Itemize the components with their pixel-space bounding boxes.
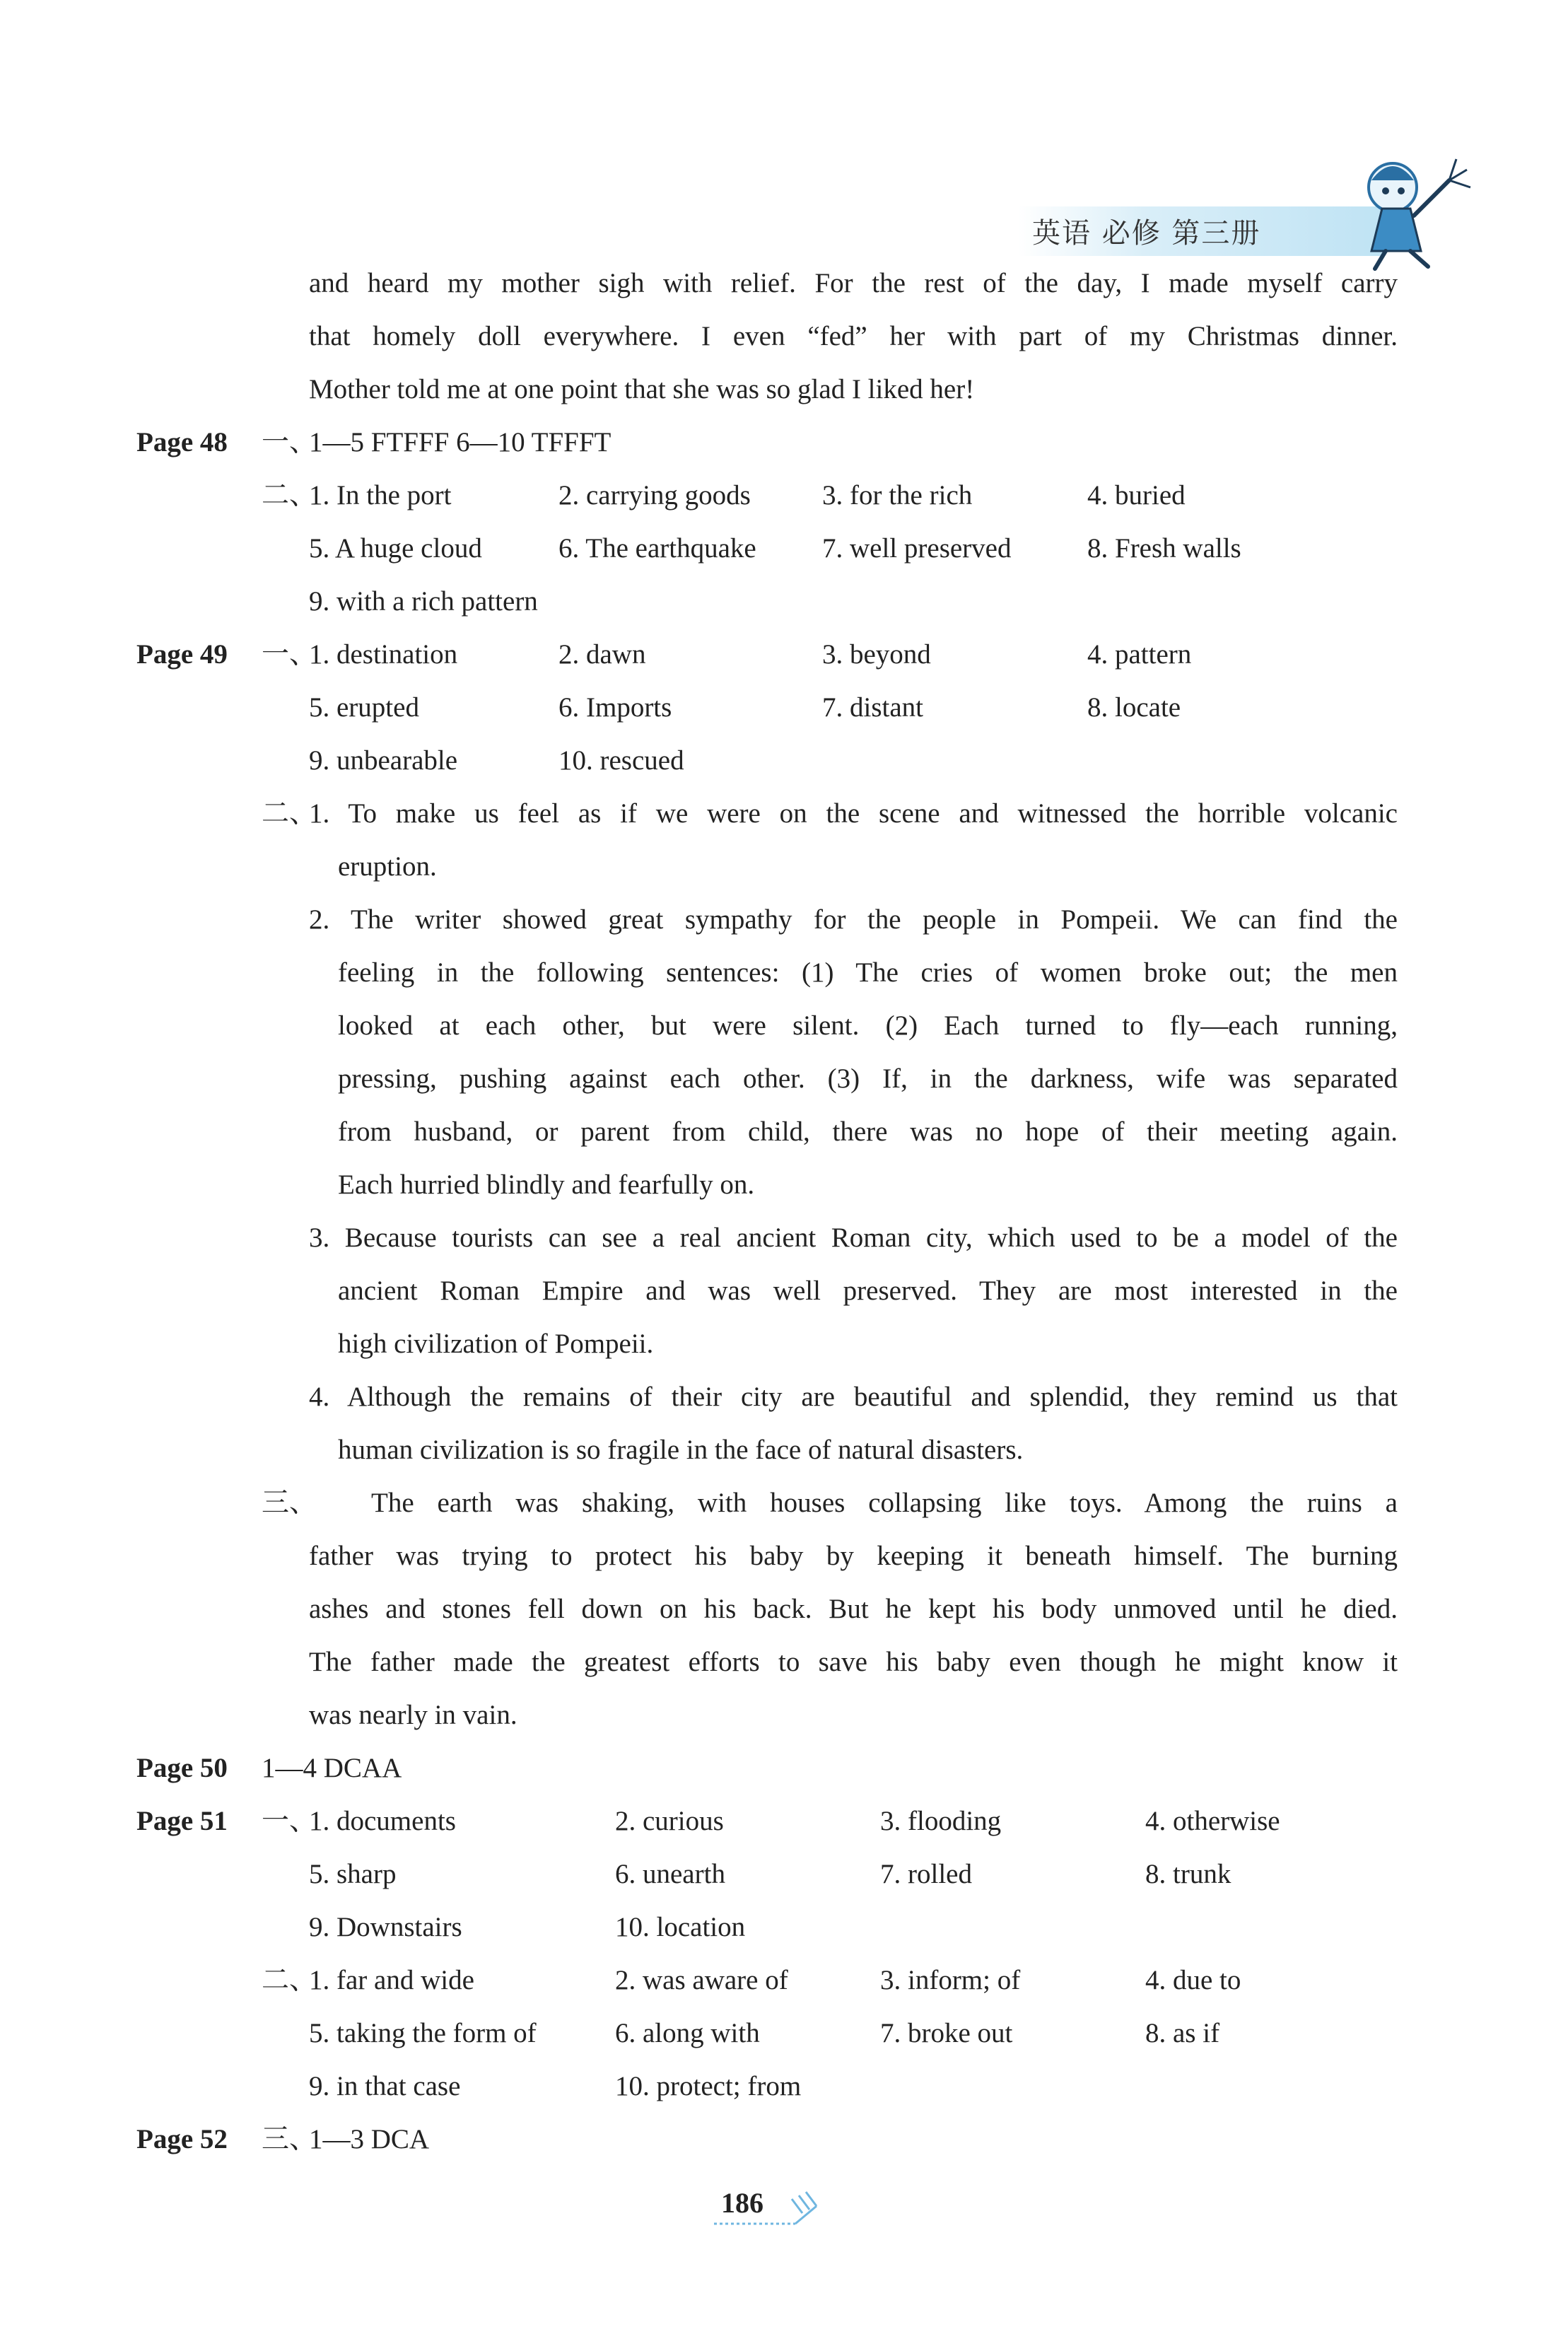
page-48-label: Page 48	[136, 427, 228, 457]
answer-cell: 2. curious	[615, 1806, 724, 1836]
answer-cell: 8. locate	[1087, 692, 1181, 723]
answer-cell: 2. carrying goods	[558, 480, 751, 511]
answer-cell: 4. otherwise	[1145, 1806, 1280, 1836]
answer-cell: 1. In the port	[309, 480, 452, 511]
answer-cell: 2. dawn	[558, 639, 646, 670]
answer-cell: 7. rolled	[880, 1859, 972, 1889]
p49-s2-line: Each hurried blindly and fearfully on.	[338, 1169, 755, 1200]
answer-cell: 2. was aware of	[615, 1965, 788, 1995]
answer-cell: 9. unbearable	[309, 745, 458, 776]
p52-answers: 1—3 DCA	[309, 2124, 430, 2154]
answer-cell: 6. Imports	[558, 692, 672, 723]
p52-marker: 三、	[262, 2124, 317, 2154]
intro-line-3: Mother told me at one point that she was so glad I liked her!	[309, 374, 975, 404]
answer-cell: 5. A huge cloud	[309, 533, 482, 564]
answer-cell: 9. in that case	[309, 2071, 461, 2101]
answer-cell: 9. Downstairs	[309, 1912, 462, 1942]
answer-cell: 8. trunk	[1145, 1859, 1231, 1889]
p49-s2-line: 4. Although the remains of their city are beautiful and splendid, they remind us that	[309, 1382, 1398, 1412]
p48-section1-marker: 一、	[262, 427, 317, 457]
p49-s3-line: father was trying to protect his baby by keeping it beneath himself. The burning	[309, 1541, 1398, 1571]
p49-s3-line: The father made the greatest efforts to save his baby even though he might know it	[309, 1647, 1398, 1677]
page-49-label: Page 49	[136, 639, 228, 670]
answer-cell: 10. location	[615, 1912, 746, 1942]
p49-s2-line: feeling in the following sentences: (1) The cries of women broke out; the men	[338, 957, 1398, 988]
answer-cell: 10. protect; from	[615, 2071, 802, 2101]
p50-answers: 1—4 DCAA	[262, 1753, 402, 1783]
answer-cell: 1. far and wide	[309, 1965, 474, 1995]
answer-cell: 7. distant	[822, 692, 923, 723]
answer-cell: 5. sharp	[309, 1859, 397, 1889]
book-title: 英语 必修 第三册	[1032, 217, 1261, 250]
p49-s2-line: looked at each other, but were silent. (2) Each turned to fly—each running,	[338, 1010, 1398, 1041]
p49-s2-line: pressing, pushing against each other. (3) If, in the darkness, wife was separated	[338, 1063, 1398, 1094]
p49-s2-line: from husband, or parent from child, there was no hope of their meeting again.	[338, 1116, 1398, 1147]
p49-s3-line: was nearly in vain.	[309, 1700, 517, 1730]
answer-cell: 8. Fresh walls	[1087, 533, 1241, 564]
p51-section1-marker: 一、	[262, 1806, 317, 1836]
answer-cell: 4. pattern	[1087, 639, 1192, 670]
answer-cell: 3. flooding	[880, 1806, 1002, 1836]
p49-section1-marker: 一、	[262, 639, 317, 670]
answer-cell: 4. buried	[1087, 480, 1186, 511]
p48-section2-marker: 二、	[262, 480, 317, 511]
p49-s2-line: eruption.	[338, 851, 437, 882]
page-number-decoration	[710, 2185, 831, 2227]
page-51-label: Page 51	[136, 1806, 228, 1836]
answer-cell: 8. as if	[1145, 2018, 1220, 2048]
answer-cell: 3. inform; of	[880, 1965, 1021, 1995]
p49-section3-marker: 三、	[262, 1488, 317, 1518]
answer-cell: 1. destination	[309, 639, 458, 670]
answer-cell: 4. due to	[1145, 1965, 1241, 1995]
p49-s2-line: 1. To make us feel as if we were on the scene and witnessed the horrible volcanic	[309, 798, 1398, 829]
p49-s3-line: ashes and stones fell down on his back. But he kept his body unmoved until he died.	[309, 1594, 1398, 1624]
answer-cell: 7. well preserved	[822, 533, 1012, 564]
answer-cell: 6. The earthquake	[558, 533, 756, 564]
p49-section2-marker: 二、	[262, 798, 317, 829]
intro-line-1: and heard my mother sigh with relief. For the rest of the day, I made myself carry	[309, 268, 1398, 298]
answer-cell: 3. for the rich	[822, 480, 973, 511]
page-50-label: Page 50	[136, 1753, 228, 1783]
p49-s2-line: high civilization of Pompeii.	[338, 1329, 654, 1359]
p49-s2-line: 3. Because tourists can see a real ancient Roman city, which used to be a model of the	[309, 1223, 1398, 1253]
answer-cell: 6. along with	[615, 2018, 760, 2048]
answer-cell: 1. documents	[309, 1806, 456, 1836]
answer-cell: 10. rescued	[558, 745, 684, 776]
answer-cell: 5. taking the form of	[309, 2018, 537, 2048]
answer-cell: 6. unearth	[615, 1859, 725, 1889]
p49-s3-line: The earth was shaking, with houses collapsing like toys. Among the ruins a	[371, 1488, 1398, 1518]
page-52-label: Page 52	[136, 2124, 228, 2154]
mascot-illustration	[1343, 138, 1485, 272]
intro-line-2: that homely doll everywhere. I even “fed” her with part of my Christmas dinner.	[309, 321, 1398, 351]
answer-cell: 3. beyond	[822, 639, 931, 670]
p49-s2-line: ancient Roman Empire and was well preserved. They are most interested in the	[338, 1276, 1398, 1306]
p49-s2-line: human civilization is so fragile in the face of natural disasters.	[338, 1435, 1024, 1465]
p48-section1-answers: 1—5 FTFFF 6—10 TFFFT	[309, 427, 612, 457]
answer-cell: 5. erupted	[309, 692, 419, 723]
answer-cell: 9. with a rich pattern	[309, 586, 538, 617]
answer-cell: 7. broke out	[880, 2018, 1013, 2048]
p49-s2-line: 2. The writer showed great sympathy for the people in Pompeii. We can find the	[309, 904, 1398, 935]
p51-section2-marker: 二、	[262, 1965, 317, 1995]
page-number: 186	[721, 2187, 763, 2219]
